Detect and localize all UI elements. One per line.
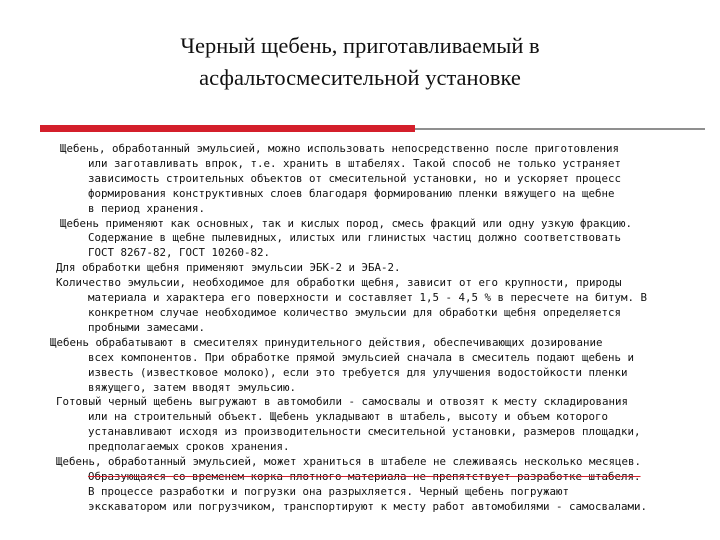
slide-title [60,30,660,94]
paragraph: Щебень, обработанный эмульсией, можно использовать непосредственно после приготовления или заготавливать впрок, т.е. хранить в штабелях. Такой способ не только устраняет зависимость строительных объектов от смесительной установки, но и ускоряет процесс формирования конструктивных слоев благодаря формированию пленки вяжущего на щебне в период хранения. [60,142,622,215]
paragraph: Щебень обрабатывают в смесителях принудительного действия, обеспечивающих дозирование всех компонентов. При обработке прямой эмульсией сначала в смеситель подают щебень и известь (известковое молоко), если это требуется для улучшения водостойкости пленки вяжущего, затем вводят эмульсию. [50,335,635,394]
title-underline-thin [415,128,705,130]
title-line-2: асфальтосмесительной установке [199,65,521,90]
paragraph: Щебень, обработанный эмульсией, может храниться в штабеле не слеживаясь несколько месяцев. Образующаяся со временем корка плотного материала не препятствует разработке штабеля. В процессе разработки и погрузки она разрыхляется. Черный щебень погружают экскаватором или погрузчиком, транспортируют к месту работ автомобилями - самосвалами. [56,455,648,513]
title-line-1: Черный щебень, приготавливаемый в [180,33,540,58]
body-text [0,142,700,515]
paragraph: Для обработки щебня применяют эмульсии ЭБК-2 и ЭБА-2. [56,261,401,275]
title-underline-accent [40,125,415,132]
paragraph: Готовый черный щебень выгружают в автомобили - самосвалы и отвозят к месту складирования или на строительный объект. Щебень укладывают в штабель, высоту и объем которого устанавливают исходя из производительности смесительной установки, размеров площадки, предполагаемых сроков хранения. [56,395,641,454]
struck-line: Образующаяся со временем корка плотного материала не препятствует разработке штабеля. [88,469,641,483]
paragraph: Щебень применяют как основных, так и кислых пород, смесь фракций или одну узкую фракцию. Содержание в щебне пылевидных, илистых или глинистых частиц должно соответствовать ГОСТ 8267-82, ГОСТ 10260-82. [60,216,633,260]
paragraph: Количество эмульсии, необходимое для обработки щебня, зависит от его крупности, природы материала и характера его поверхности и составляет 1,5 - 4,5 % в пересчете на битум. В конкретном случае необходимое количество эмульсии для обработки щебня определяется пробными замесами. [56,276,648,334]
